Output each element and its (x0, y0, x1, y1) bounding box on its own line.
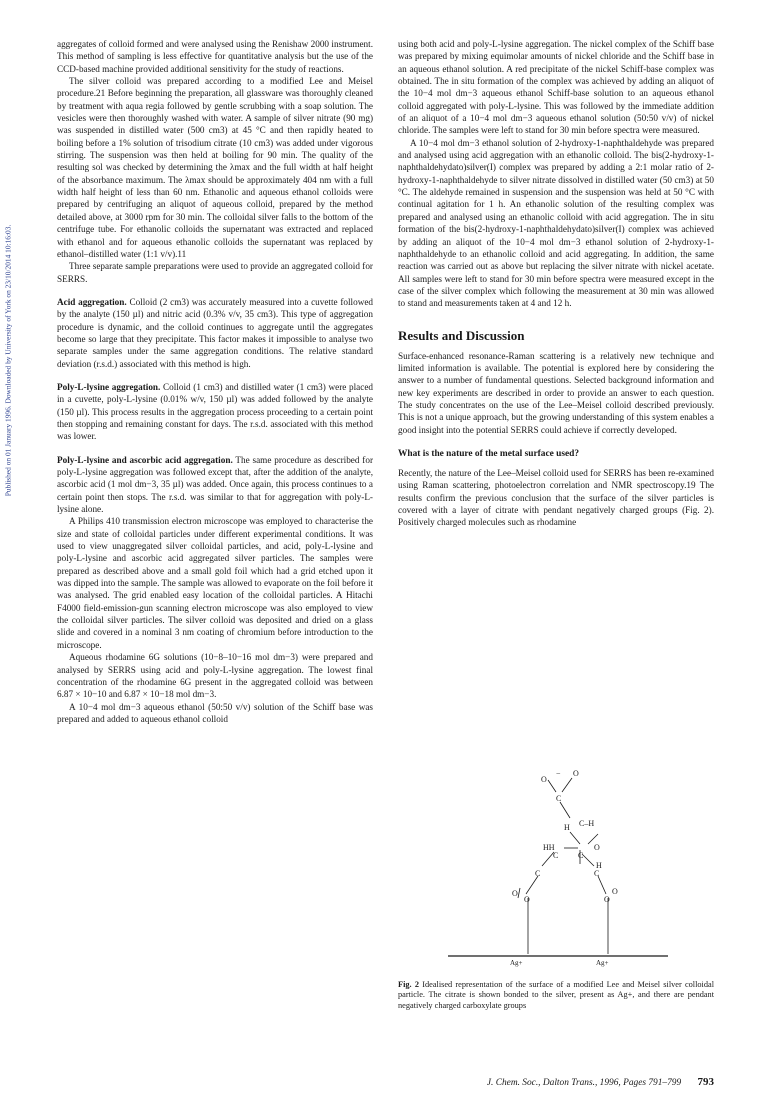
atom-label: C (594, 869, 600, 878)
atom-label: Ag+ (510, 959, 523, 967)
atom-label: Ag+ (596, 959, 609, 967)
atom-label: HH (543, 843, 555, 852)
paragraph: A Philips 410 transmission electron microscope was employed to characterise the size and state of colloidal particles under different experimental conditions. It was used to view unaggregated silver colloidal particles, and acid, poly-L-lysine and poly-L-lysine and ascorbic acid aggregated silver particles. The samples were prepared as described above and a small gold foil which had a grid etched upon it was dipped into the sample. The sample was allowed to evaporate on the foil before it was analysed. The grid enabled easy location of the colloidal particles. A Hitachi F4000 field-emission-gun scanning electron microscope was also employed to view the colloidal silver particles. The silver colloid was deposited and dried on a glass slide and covered in a nominal 3 nm coating of chromium before introduction to the microscope. (57, 516, 373, 650)
paragraph: aggregates of colloid formed and were analysed using the Renishaw 2000 instrument. This method of sampling is less effective for quantitative analysis but the use of the CCD-based machine provided additional sensitivity for the study of reactions. (57, 39, 373, 74)
paragraph: The silver colloid was prepared according to a modified Lee and Meisel procedure.21 Before beginning the preparation, all glassware was thoroughly cleaned by treatment with aqua regia followed by gentle scrubbing with a soap solution. The vesicles were then thoroughly washed with water. A sample of silver nitrate (90 mg) was suspended in distilled water (500 cm3) at 45 °C and then rapidly heated to boiling before a 1% solution of trisodium citrate (10 cm3) was added under vigorous stirring. The suspension was then held at boiling for 90 min. The quality of the resulting sol was checked by determining the λmax and the full width at half height of the absorbance maximum. The λmax should be approximately 404 nm with a full width half height of less than 60 nm. Ethanolic and aqueous ethanol colloids were prepared by centrifuging an aliquot of aqueous colloid, prepared by the method detailed above, at 3000 rpm for 30 min. The colloidal silver falls to the bottom of the centrifuge tube. For ethanolic colloids the supernatant was extracted and replaced with ethanol and for aqueous ethanolic colloids the supernatant was replaced by ethanol–distilled water (1:1 v/v).11 (57, 76, 373, 259)
figure-caption (398, 980, 714, 1011)
figure-label: Fig. 2 (398, 980, 419, 989)
atom-label: O (594, 843, 600, 852)
atom-label: O (541, 775, 547, 784)
run-in-heading: Poly-L-lysine and ascorbic acid aggregation. (57, 454, 233, 465)
run-in-heading: Poly-L-lysine aggregation. (57, 381, 161, 392)
paragraph (57, 296, 373, 370)
paragraph: Recently, the nature of the Lee–Meisel colloid used for SERRS has been re-examined using Raman scattering, photoelectron correlation and NMR spectroscopy.19 The results confirm the previous conclusion that the surface of the silver particles is covered with a layer of citrate with pendant negatively charged groups (Fig. 2). Positively charged molecules such as rhodamine (398, 467, 714, 528)
atom-label: O (604, 895, 610, 904)
page-number: 793 (697, 1076, 714, 1088)
atom-label: O (612, 887, 618, 896)
section-heading: Results and Discussion (398, 327, 525, 343)
citrate-diagram (398, 752, 714, 968)
download-watermark-text: Published on 01 January 1996. Downloaded by University of York on 23/10/2014 10:16:03. (3, 224, 13, 496)
paragraph: Three separate sample preparations were used to provide an aggregated colloid for SERRS. (57, 261, 373, 284)
page-footer (398, 1076, 714, 1088)
right-column (398, 38, 714, 529)
paragraph (57, 454, 373, 516)
left-column (57, 38, 373, 725)
download-watermark (0, 40, 16, 680)
atom-label: O (524, 895, 530, 904)
atom-label: H (564, 823, 570, 832)
paragraph-text: The same procedure as described for poly-L-lysine aggregation was followed except that, after the addition of the analyte, ascorbic acid (1 mol dm−3, 35 µl) was added. Once again, this process continues to a certain point then stops. The r.s.d. was similar to that for aggregation with poly-L-lysine alone. (57, 454, 374, 515)
paragraph: Surface-enhanced resonance-Raman scattering is a relatively new technique and limited information is available. The potential is explored here by considering the answer to a number of fundamental questions. Selected background information and new key experiments are described in order to provide an answer to each question. The study concentrates on the use of the Lee–Meisel colloid described previously. This is not a unique approach, but the growing understanding of this system enables a good insight into the potential SERRS could achieve if correctly developed. (398, 350, 714, 435)
atom-label: C (553, 851, 559, 860)
subsection-heading: What is the nature of the metal surface used? (398, 448, 580, 459)
figure-caption-text: Idealised representation of the surface of a modified Lee and Meisel silver colloidal particle. The citrate is shown bonded to the silver, present as Ag+, and there are pendant negatively charged carboxylate groups (398, 980, 714, 1010)
paragraph-text: Colloid (1 cm3) and distilled water (1 cm3) were placed in a cuvette, poly-L-lysine (0.01% w/v, 150 µl) was added followed by the analyte (150 µl). This process results in the aggregation process proceeding to a certain point then stopping and remaining constant for days. The r.s.d. associated with this method was lower. (57, 381, 373, 442)
atom-label: H (596, 861, 602, 870)
atom-label: C (556, 794, 562, 803)
journal-citation: J. Chem. Soc., Dalton Trans., 1996, Pages 791–799 (486, 1078, 682, 1088)
atom-label: C–H (579, 819, 595, 828)
charge-label: − (556, 769, 561, 778)
figure-citrate-structure (398, 752, 714, 968)
atom-label: C (535, 869, 541, 878)
atom-label: O (512, 889, 518, 898)
paragraph: Aqueous rhodamine 6G solutions (10−8–10−16 mol dm−3) were prepared and analysed by SERRS using acid and poly-L-lysine aggregation. The lowest final concentration of the rhodamine 6G present in the aggregated colloid was between 6.87 × 10−10 and 6.87 × 10−18 mol dm−3. (57, 652, 373, 700)
atom-label: C (578, 851, 584, 860)
paragraph: A 10−4 mol dm−3 aqueous ethanol (50:50 v/v) solution of the Schiff base was prepared and added to aqueous ethanol colloid (57, 701, 373, 724)
run-in-heading: Acid aggregation. (57, 296, 127, 307)
atom-label: O (573, 769, 579, 778)
paragraph (57, 381, 373, 443)
paragraph: A 10−4 mol dm−3 ethanol solution of 2-hydroxy-1-naphthaldehyde was prepared and analysed using acid aggregation with an ethanolic colloid. The bis(2-hydroxy-1-naphthaldehydato)silver(I) complex was prepared by adding a 2:1 molar ratio of 2-hydroxy-1-naphthaldehyde to silver nitrate dissolved in distilled water (50 cm3) at 50 °C. The aldehyde remained in suspension and the suspension was held at 50 °C with continual agitation for 1 h. An ethanolic solution of the resulting complex was prepared and analysed using an ethanolic colloid with acid aggregation. The in situ formation of the bis(2-hydroxy-1-naphthaldehydato)silver(I) complex was achieved by adding an aliquot of the 10−4 mol dm−3 ethanol solution of 2-hydroxy-1-naphthaldehyde to an ethanolic colloid and acid aggregating. In addition, the same reaction was carried out as above but replacing the silver nitrate with nickel acetate. All samples were left to stand for 30 min before spectra were measured except in the case of the silver complex which following the measurement at 30 min was allowed to stand and measurements taken at 4 and 12 h. (398, 137, 714, 309)
paragraph: using both acid and poly-L-lysine aggregation. The nickel complex of the Schiff base was prepared by mixing equimolar amounts of nickel chloride and the Schiff base in an aqueous ethanol solution. A red precipitate of the nickel Schiff-base complex was obtained. The in situ formation of the complex was achieved by adding an aliquot of the 10−4 mol dm−3 aqueous ethanol Schiff-base solution to an aqueous ethanol colloid aggregated with poly-L-lysine. This was followed by the immediate addition of an aliquot of a 10−4 mol dm−3 aqueous ethanol solution (50:50 v/v) of nickel chloride. The samples were left to stand for 30 min before spectra were measured. (398, 39, 714, 136)
paragraph-text: Colloid (2 cm3) was accurately measured into a cuvette followed by the analyte (150 µl) and nitric acid (0.3% v/v, 35 cm3). This type of aggregation procedure is dynamic, and the colloid continues to aggregate until the aggregates become so large that they precipitate. This factor makes it impossible to analyse two separate samples under the same aggregation conditions. The relative standard deviation (r.s.d.) associated with this method is high. (57, 296, 373, 369)
